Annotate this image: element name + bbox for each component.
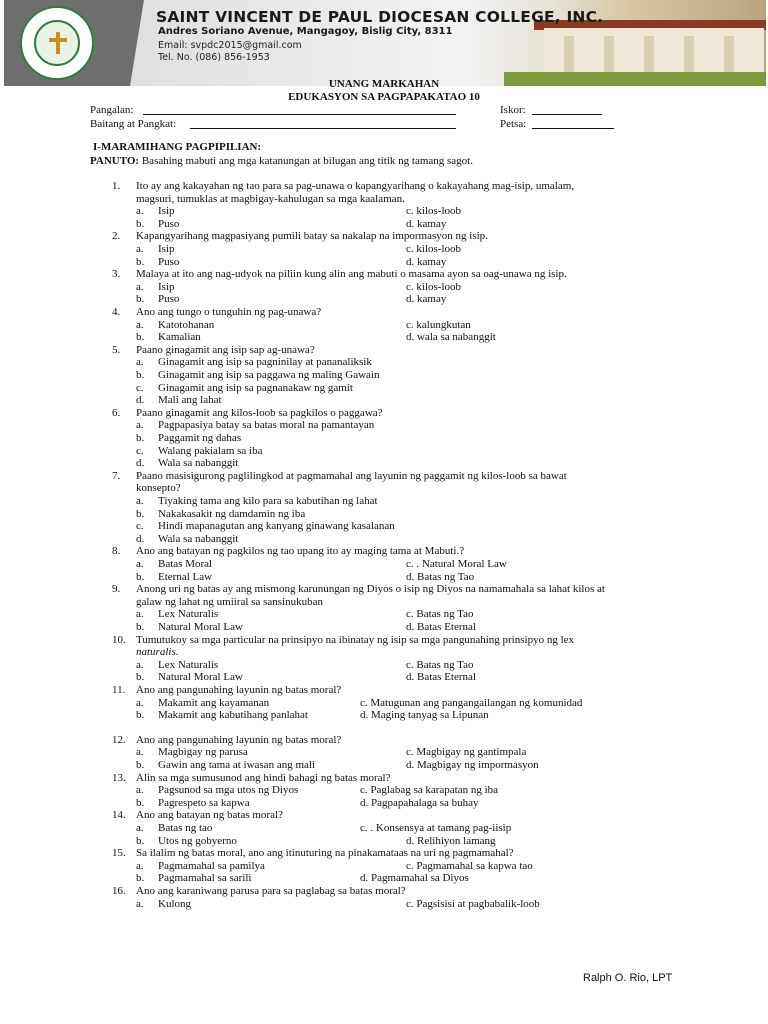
section-title: I-MARAMIHANG PAGPIPILIAN:	[93, 141, 262, 153]
answer-option-c: c. Magbigay ng gantimpala	[406, 746, 527, 759]
option-letter: a.	[136, 419, 144, 432]
option-letter: a.	[136, 608, 144, 621]
question-number: 7.	[112, 469, 121, 482]
answer-option-a: Katotohanan	[158, 318, 215, 331]
question-text: Ano ang tungo o tunguhin ng pag-unawa?	[136, 306, 322, 318]
option-letter: c.	[136, 444, 144, 457]
question-number: 4.	[112, 306, 121, 318]
question-text: Kapangyarihang magpasiyang pumili batay sa nakalap na impormasyon ng isip.	[136, 230, 488, 243]
answer-option: Wala sa nabanggit	[158, 532, 239, 545]
question-text: Paano ginagamit ang kilos-loob sa pagkilos o paggawa?	[136, 406, 383, 419]
option-letter: b.	[136, 432, 145, 444]
answer-option-a: Pagmamahal sa pamilya	[158, 859, 265, 872]
answer-option-a: Lex Naturalis	[158, 608, 219, 621]
question-text: galaw ng lahat ng umiiral sa sansinukuban	[136, 595, 323, 608]
question-text: Alin sa mga sumusunod ang hindi bahagi ng batas moral?	[136, 771, 391, 784]
seal-inner-ring	[34, 20, 80, 66]
option-letter: b.	[136, 621, 145, 633]
option-letter: a.	[136, 495, 144, 507]
answer-option-b: Kamalian	[158, 331, 201, 344]
school-seal-logo	[20, 6, 94, 80]
option-letter: b.	[136, 331, 145, 344]
option-letter: b.	[136, 671, 145, 684]
option-letter: a.	[136, 205, 144, 218]
exam-subject-title: EDUKASYON SA PAGPAPAKATAO 10	[288, 91, 480, 103]
answer-option-c: c. Paglabag sa karapatan ng iba	[360, 784, 499, 797]
instructions-text: Basahing mabuti ang mga katanungan at bilugan ang titik ng tamang sagot.	[141, 155, 473, 167]
answer-option-d: d. wala sa nabanggit	[406, 331, 496, 344]
option-letter: c.	[136, 381, 144, 394]
answer-option-d: d. Maging tanyag sa Lipunan	[360, 709, 489, 722]
option-letter: a.	[136, 658, 144, 671]
question-number: 13.	[112, 771, 126, 784]
answer-option-d: d. Magbigay ng impormasyon	[406, 759, 539, 771]
school-header-banner	[4, 0, 766, 86]
answer-option-c: c. . Konsensya at tamang pag-iisip	[360, 822, 512, 834]
option-letter: b.	[136, 369, 145, 381]
answer-option-a: Makamit ang kayamanan	[158, 696, 270, 709]
school-name: SAINT VINCENT DE PAUL DIOCESAN COLLEGE, INC.	[156, 8, 604, 26]
option-letter: a.	[136, 356, 144, 369]
question-number: 11.	[112, 684, 126, 696]
answer-option-a: Magbigay ng parusa	[158, 746, 248, 759]
score-label: Iskor:	[500, 104, 526, 116]
question-text: Paano masisigurong paglilingkod at pagmamahal ang layunin ng paggamit ng kilos-loob sa bawat	[136, 469, 567, 482]
answer-option: Wala sa nabanggit	[158, 457, 239, 470]
answer-option-a: Isip	[158, 205, 175, 218]
option-letter: a.	[136, 558, 144, 570]
option-letter: a.	[136, 243, 144, 255]
answer-option-b: Pagmamahal sa sarili	[158, 872, 252, 885]
option-letter: a.	[136, 746, 144, 759]
question-text: Ano ang karaniwang parusa para sa paglabag sa batas moral?	[136, 885, 406, 897]
answer-option-c: c. Matugunan ang pangangailangan ng komunidad	[360, 696, 583, 709]
grade-section-field[interactable]	[190, 128, 456, 129]
option-letter: d.	[136, 457, 145, 470]
question-text: Sa ilalim ng batas moral, ano ang itinuturing na pinakamataas na uri ng pagmamahal?	[136, 847, 514, 860]
option-letter: c.	[136, 520, 144, 533]
answer-option-a: Kulong	[158, 897, 191, 910]
option-letter: a.	[136, 822, 144, 834]
option-letter: b.	[136, 570, 145, 583]
question-text: Ano ang pangunahing layunin ng batas moral?	[136, 733, 342, 746]
answer-option: Hindi mapanagutan ang kanyang ginawang kasalanan	[158, 520, 395, 533]
exam-quarter-title: UNANG MARKAHAN	[328, 78, 440, 90]
answer-option-d: d. Pagpapahalaga sa buhay	[360, 796, 479, 809]
seal-cross-icon	[56, 32, 60, 54]
answer-option-c: c. Batas ng Tao	[406, 608, 474, 621]
answer-option-d: d. Pagmamahal sa Diyos	[360, 872, 469, 885]
question-number: 3.	[112, 268, 121, 281]
question-text: Ano ang pangunahing layunin ng batas moral?	[136, 684, 342, 696]
answer-option: Ginagamit ang isip sa pagnanakaw ng gamit	[158, 381, 353, 394]
answer-option-b: Utos ng gobyerno	[158, 834, 237, 847]
answer-option-b: Gawin ang tama at iwasan ang mali	[158, 759, 316, 771]
option-letter: a.	[136, 280, 144, 293]
answer-option-b: Natural Moral Law	[158, 621, 243, 633]
question-number: 6.	[112, 406, 121, 419]
answer-option-c: c. kilos-loob	[406, 280, 461, 293]
question-number: 12.	[112, 733, 126, 746]
answer-option-c: c. . Natural Moral Law	[406, 558, 507, 570]
question-number: 16.	[112, 885, 126, 897]
answer-option-d: d. Relihiyon lamang	[406, 834, 496, 847]
date-label: Petsa:	[500, 118, 527, 130]
answer-option: Mali ang lahat	[158, 394, 222, 407]
question-number: 15.	[112, 847, 126, 860]
option-letter: b.	[136, 507, 145, 520]
answer-option-c: c. kilos-loob	[406, 243, 461, 255]
school-address: Andres Soriano Avenue, Mangagoy, Bislig City, 8311	[158, 26, 453, 37]
answer-option-a: Batas Moral	[158, 558, 213, 570]
answer-option-b: Puso	[158, 217, 180, 230]
score-field[interactable]	[532, 114, 602, 115]
question-number: 5.	[112, 343, 121, 356]
question-number: 9.	[112, 583, 121, 596]
seal-cross-bar	[49, 38, 67, 42]
answer-option-b: Puso	[158, 255, 180, 268]
option-letter: a.	[136, 318, 144, 331]
answer-option-c: c. Batas ng Tao	[406, 658, 474, 671]
option-letter: d.	[136, 532, 145, 545]
answer-option-a: Isip	[158, 243, 175, 255]
option-letter: b.	[136, 872, 145, 885]
question-text: Ano ang batayan ng pagkilos ng tao upang ito ay maging tama at Mabuti.?	[136, 545, 465, 558]
instructions-label: PANUTO:	[90, 155, 140, 167]
answer-option-d: d. kamay	[406, 217, 447, 230]
question-text: Anong uri ng batas ay ang mismong karunungan ng Diyos o isip ng Diyos na namamahala sa lahat kilos at	[136, 583, 605, 596]
answer-option-d: d. Batas Eternal	[406, 621, 476, 633]
answer-option-a: Lex Naturalis	[158, 658, 219, 671]
option-letter: b.	[136, 759, 145, 771]
answer-option-b: Eternal Law	[158, 570, 213, 583]
answer-option-d: d. kamay	[406, 293, 447, 306]
option-letter: b.	[136, 796, 145, 809]
question-number: 10.	[112, 633, 126, 646]
answer-option: Nakakasakit ng damdamin ng iba	[158, 507, 306, 520]
question-text: Ito ay ang kakayahan ng tao para sa pag-unawa o kapangyarihang o kakayahang mag-isip, umalam,	[136, 180, 575, 192]
answer-option: Ginagamit ang isip sa paggawa ng maling Gawain	[158, 369, 380, 381]
question-text: Paano ginagamit ang isip sap ag-unawa?	[136, 343, 315, 356]
answer-option-c: c. Pagsisisi at pagbabalik-loob	[406, 897, 540, 910]
instructions	[90, 155, 473, 167]
option-letter: a.	[136, 696, 144, 709]
option-letter: d.	[136, 394, 145, 407]
question-number: 14.	[112, 809, 126, 822]
question-text: magsuri, tumuklas at magbigay-kahulugan sa mga kaalaman.	[136, 192, 405, 205]
question-text: Tumutukoy sa mga particular na prinsipyo na ibinatay ng isip sa mga pangunahing prinsipyo ng lex	[136, 633, 575, 646]
question-text: Ano ang batayan ng batas moral?	[136, 809, 283, 822]
answer-option-c: c. Pagmamahal sa kapwa tao	[406, 859, 533, 872]
answer-option: Ginagamit ang isip sa pagninilay at pananaliksik	[158, 356, 372, 369]
option-letter: b.	[136, 217, 145, 230]
answer-option-c: c. kilos-loob	[406, 205, 461, 218]
option-letter: a.	[136, 784, 144, 797]
option-letter: b.	[136, 293, 145, 306]
answer-option-b: Pagrespeto sa kapwa	[158, 796, 250, 809]
question-number: 1.	[112, 180, 121, 192]
name-label: Pangalan:	[90, 104, 134, 116]
question-text: Malaya at ito ang nag-udyok na piliin kung alin ang mabuti o masama ayon sa oag-unawa ng isip.	[136, 268, 567, 281]
answer-option-b: Puso	[158, 293, 180, 306]
answer-option-a: Isip	[158, 280, 175, 293]
question-text: konsepto?	[136, 482, 181, 495]
answer-option-b: Natural Moral Law	[158, 671, 243, 684]
answer-option-b: Makamit ang kabutihang panlahat	[158, 709, 308, 722]
teacher-signature: Ralph O. Rio, LPT	[583, 972, 673, 984]
option-letter: b.	[136, 255, 145, 268]
question-number: 2.	[112, 230, 121, 243]
answer-option-d: d. Batas Eternal	[406, 671, 476, 684]
option-letter: b.	[136, 709, 145, 722]
answer-option-a: Pagsunod sa mga utos ng Diyos	[158, 784, 299, 797]
answer-option: Pagpapasiya batay sa batas moral na pamantayan	[158, 419, 375, 432]
answer-option-d: d. kamay	[406, 255, 447, 268]
question-text: naturalis.	[136, 646, 179, 659]
school-email: Email: svpdc2015@gmail.com	[158, 40, 302, 51]
grade-section-label: Baitang at Pangkat:	[90, 118, 177, 130]
answer-option-d: d. Batas ng Tao	[406, 570, 475, 583]
option-letter: a.	[136, 859, 144, 872]
answer-option: Walang pakialam sa iba	[158, 444, 263, 457]
answer-option-c: c. kalungkutan	[406, 318, 471, 331]
name-field[interactable]	[143, 114, 456, 115]
option-letter: a.	[136, 897, 144, 910]
answer-option: Paggamit ng dahas	[158, 432, 242, 444]
option-letter: b.	[136, 834, 145, 847]
answer-option: Tiyaking tama ang kilo para sa kabutihan ng lahat	[158, 495, 378, 507]
question-number: 8.	[112, 545, 121, 558]
answer-option-a: Batas ng tao	[158, 822, 213, 834]
school-telephone: Tel. No. (086) 856-1953	[158, 52, 270, 63]
date-field[interactable]	[532, 128, 614, 129]
